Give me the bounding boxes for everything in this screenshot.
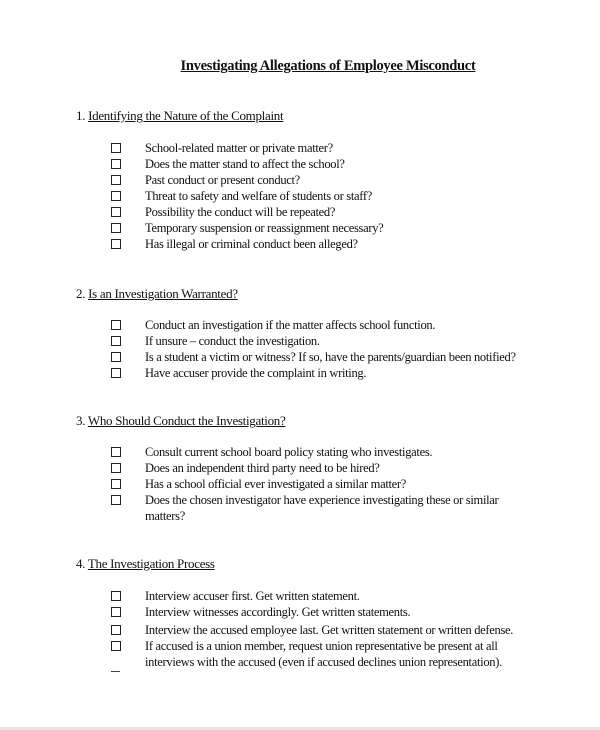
- checklist-item-text: interviews with the accused (even if accused declines union representation).: [145, 655, 502, 669]
- checklist-item-text: Interview accuser first. Get written statement.: [145, 589, 360, 603]
- checkbox[interactable]: [111, 479, 121, 489]
- section-title: Is an Investigation Warranted?: [88, 286, 238, 301]
- title-text: Investigating Allegations of Employee Misconduct: [180, 58, 476, 74]
- checklist-item-text: Interview witnesses accordingly. Get written statements.: [145, 605, 411, 619]
- checklist-item-text: Threat to safety and welfare of students or staff?: [145, 189, 373, 203]
- section-title: The Investigation Process: [87, 556, 215, 571]
- section-heading: [76, 556, 215, 572]
- checklist-item-text: Conduct an investigation if the matter affects school function.: [145, 318, 436, 332]
- checkbox[interactable]: [111, 159, 121, 169]
- checkbox[interactable]: [111, 641, 121, 651]
- checkbox[interactable]: [111, 591, 121, 601]
- section-number: 2.: [76, 286, 86, 301]
- checklist-item-text: Possibility the conduct will be repeated?: [145, 205, 336, 219]
- checklist-item-text: Consult current school board policy stating who investigates.: [145, 445, 433, 459]
- checkbox[interactable]: [111, 463, 121, 473]
- section-title: Who Should Conduct the Investigation?: [87, 413, 286, 428]
- checklist-item-text: Does an independent third party need to be hired?: [145, 461, 380, 475]
- checklist-item-text: matters?: [145, 509, 185, 523]
- checkbox[interactable]: [111, 352, 121, 362]
- checklist-item-text: Does the chosen investigator have experience investigating these or similar: [145, 493, 499, 507]
- checklist-item-text: Interview the accused employee last. Get written statement or written defense.: [145, 623, 514, 637]
- section-heading: [76, 108, 283, 124]
- checkbox[interactable]: [111, 207, 121, 217]
- section-heading: [76, 286, 238, 302]
- checkbox[interactable]: [111, 239, 121, 249]
- checkbox[interactable]: [111, 607, 121, 617]
- checkbox[interactable]: [111, 495, 121, 505]
- partial-checkbox: [111, 671, 120, 672]
- checkbox[interactable]: [111, 175, 121, 185]
- section-number: 4.: [76, 556, 86, 571]
- checklist-item-text: Past conduct or present conduct?: [145, 173, 300, 187]
- checklist-item-text: Temporary suspension or reassignment necessary?: [145, 221, 384, 235]
- checklist-item-text: Does the matter stand to affect the school?: [145, 157, 345, 171]
- document-title: [0, 58, 600, 75]
- checklist-item-text: Has illegal or criminal conduct been alleged?: [145, 237, 358, 251]
- checkbox[interactable]: [111, 368, 121, 378]
- checkbox[interactable]: [111, 143, 121, 153]
- checklist-item-text: If unsure – conduct the investigation.: [145, 334, 320, 348]
- checkbox[interactable]: [111, 336, 121, 346]
- section-heading: [76, 413, 285, 429]
- checklist-item-text: School-related matter or private matter?: [145, 141, 333, 155]
- checkbox[interactable]: [111, 625, 121, 635]
- section-number: 1.: [76, 108, 86, 123]
- checklist-item-text: Have accuser provide the complaint in writing.: [145, 366, 367, 380]
- checklist-item-text: Is a student a victim or witness? If so, have the parents/guardian been notified?: [145, 350, 516, 364]
- checkbox[interactable]: [111, 320, 121, 330]
- checkbox[interactable]: [111, 223, 121, 233]
- checklist-item-text: If accused is a union member, request union representative be present at all: [145, 639, 498, 653]
- section-number: 3.: [76, 413, 86, 428]
- checklist-item-text: Has a school official ever investigated a similar matter?: [145, 477, 407, 491]
- section-title: Identifying the Nature of the Complaint: [88, 108, 284, 123]
- checkbox[interactable]: [111, 191, 121, 201]
- checkbox[interactable]: [111, 447, 121, 457]
